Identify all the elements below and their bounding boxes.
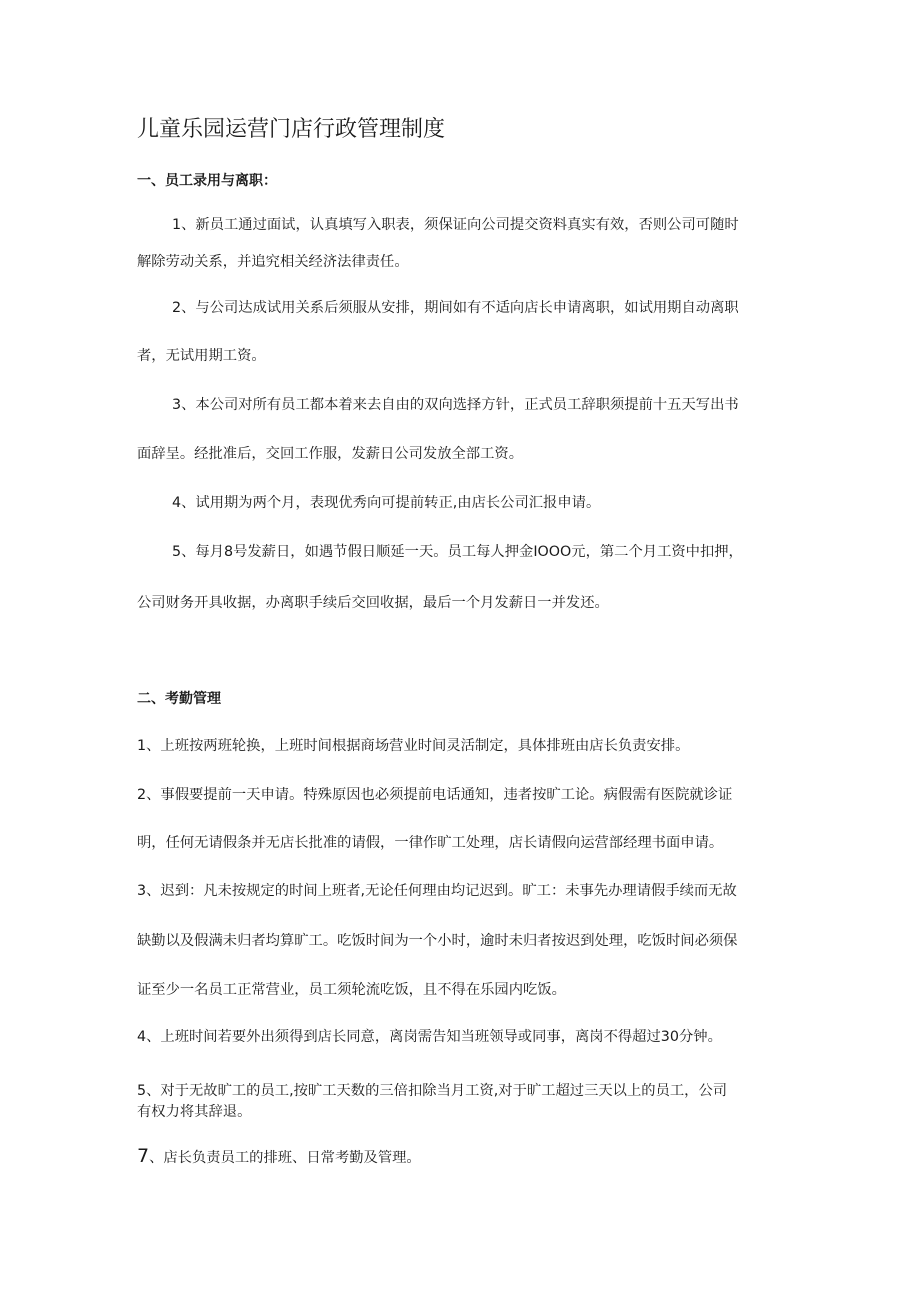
paragraph-line: 明，任何无请假条并无店长批准的请假，一律作旷工处理，店长请假向运营部经理书面申请。 <box>137 835 724 851</box>
paragraph-line: 5、对于无故旷工的员工,按旷工天数的三倍扣除当月工资,对于旷工超过三天以上的员工，公司 <box>137 1083 728 1099</box>
paragraph-line: 面辞呈。经批准后，交回工作服，发薪日公司发放全部工资。 <box>137 446 524 462</box>
paragraph-line: 缺勤以及假满未归者均算旷工。吃饭时间为一个小时，逾时未归者按迟到处理，吃饭时间必须保 <box>137 933 738 949</box>
item-text: 、店长负责员工的排班、日常考勤及管理。 <box>149 1150 421 1166</box>
paragraph-line: 3、迟到：凡未按规定的时间上班者,无论任何理由均记迟到。旷工：未事先办理请假手续而无故 <box>137 883 737 899</box>
paragraph-line: 2、事假要提前一天申请。特殊原因也必须提前电话通知，违者按旷工论。病假需有医院就诊证 <box>137 787 733 803</box>
paragraph-line: 公司财务开具收据，办离职手续后交回收据，最后一个月发薪日一并发还。 <box>137 595 609 611</box>
paragraph-line: 解除劳动关系，并追究相关经济法律责任。 <box>137 254 409 270</box>
paragraph-line: 3、本公司对所有员工都本着来去自由的双向选择方针，正式员工辞职须提前十五天写出书 <box>172 397 739 413</box>
paragraph-line: 有权力将其辞退。 <box>137 1104 252 1120</box>
paragraph-line: 5、每月8号发薪日，如遇节假日顺延一天。员工每人押金IOOO元，第二个月工资中扣押， <box>172 544 743 560</box>
paragraph-line <box>137 1146 421 1168</box>
paragraph-line: 4、试用期为两个月，表现优秀向可提前转正,由店长公司汇报申请。 <box>172 495 601 511</box>
paragraph-line: 证至少一名员工正常营业，员工须轮流吃饭，且不得在乐园内吃饭。 <box>137 982 566 998</box>
paragraph-line: 4、上班时间若要外出须得到店长同意，离岗需告知当班领导或同事，离岗不得超过30分钟。 <box>137 1029 722 1045</box>
section-heading-attendance: 二、考勤管理 <box>137 691 221 707</box>
section-heading-recruitment: 一、员工录用与离职： <box>137 173 277 189</box>
item-number: 7 <box>137 1145 150 1167</box>
document-title: 儿童乐园运营门店行政管理制度 <box>137 117 446 142</box>
paragraph-line: 2、与公司达成试用关系后须服从安排，期间如有不适向店长申请离职，如试用期自动离职 <box>172 300 739 316</box>
paragraph-line: 1、上班按两班轮换，上班时间根据商场营业时间灵活制定，具体排班由店长负责安排。 <box>137 738 690 754</box>
paragraph-line: 1、新员工通过面试，认真填写入职表，须保证向公司提交资料真实有效，否则公司可随时 <box>172 217 739 233</box>
paragraph-line: 者，无试用期工资。 <box>137 348 266 364</box>
